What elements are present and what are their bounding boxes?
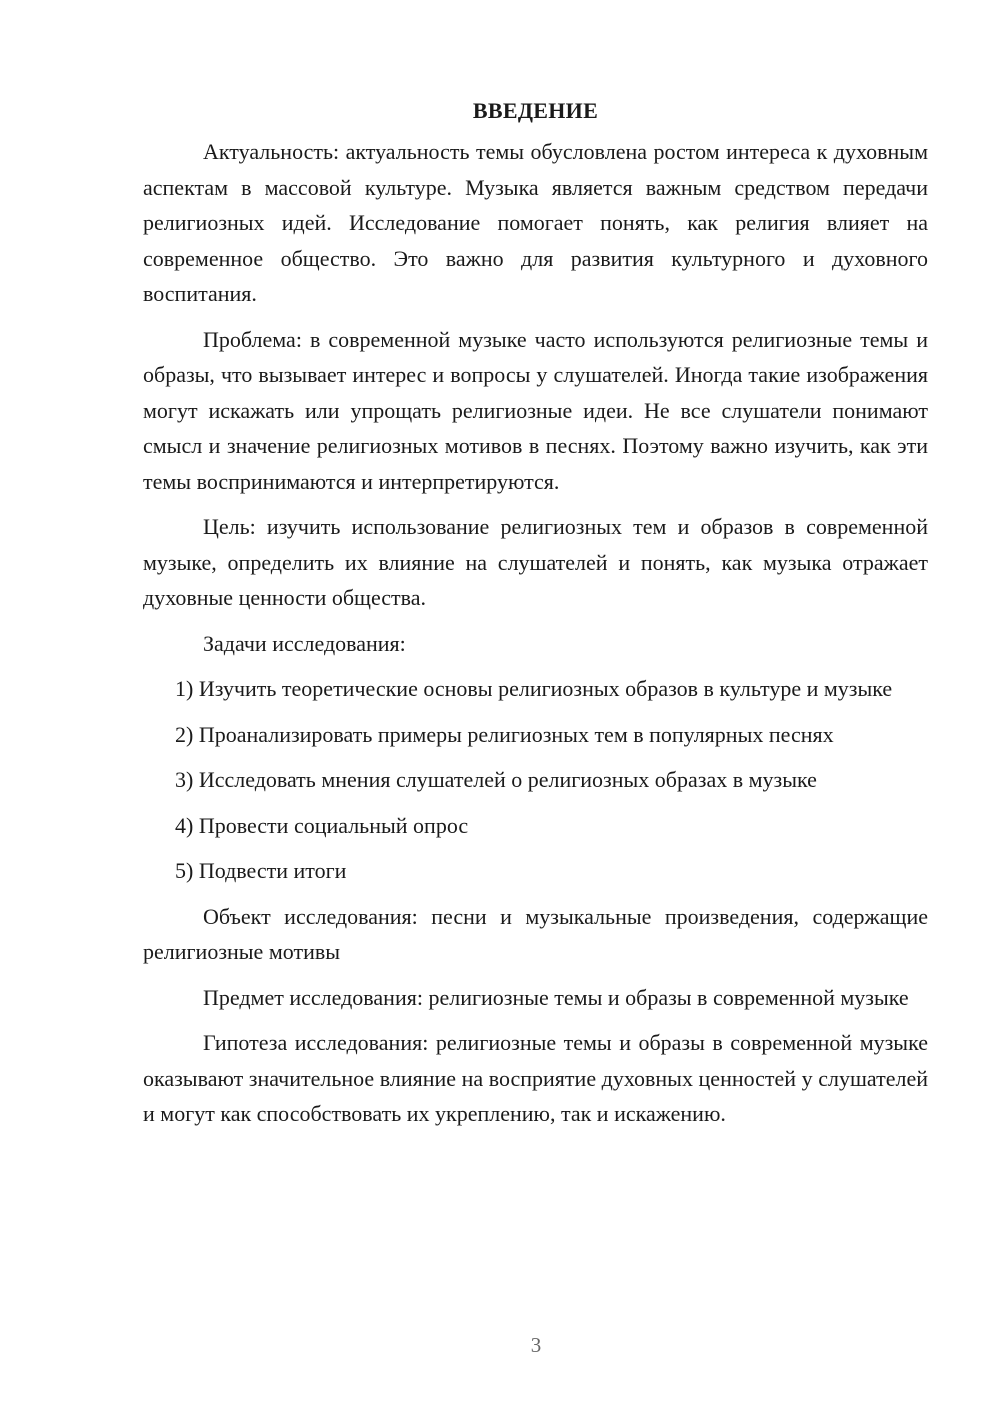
paragraph-goal: Цель: изучить использование религиозных тем и образов в современной музыке, определить их влияние на слушателей и понять, как музыка отражает духовные ценности общества.: [143, 514, 928, 610]
list-item: 3) Исследовать мнения слушателей о религиозных образах в музыке: [175, 767, 817, 792]
page-number: 3: [530, 1333, 542, 1357]
tasks-heading: Задачи исследования:: [203, 630, 406, 656]
document-page: [143, 96, 928, 1142]
paragraph-problem: Проблема: в современной музыке часто используются религиозные темы и образы, что вызывает интерес и вопросы у слушателей. Иногда такие изображения могут искажать или упрощать религиозные идеи. Не все слушатели понимают смысл и значение религиозных мотивов в песнях. Поэтому важно изучить, как эти темы воспринимаются и интерпретируются.: [143, 326, 928, 494]
paragraph-hypothesis: Гипотеза исследования: религиозные темы и образы в современной музыке оказывают значительное влияние на восприятие духовных ценностей у слушателей и могут как способствовать их укреплению, так и искажению.: [143, 1030, 928, 1126]
paragraph-subject: Предмет исследования: религиозные темы и образы в современной музыке: [203, 984, 909, 1010]
paragraph-object: Объект исследования: песни и музыкальные произведения, содержащие религиозные мотивы: [143, 903, 928, 964]
list-item: 1) Изучить теоретические основы религиозных образов в культуре и музыке: [175, 676, 893, 701]
section-title: ВВЕДЕНИЕ: [472, 98, 599, 123]
tasks-list: [143, 671, 928, 889]
list-item: 5) Подвести итоги: [175, 858, 347, 883]
paragraph-relevance: Актуальность: актуальность темы обусловлена ростом интереса к духовным аспектам в массовой культуре. Музыка является важным средством передачи религиозных идей. Исследование помогает понять, как религия влияет на современное общество. Это важно для развития культурного и духовного воспитания.: [143, 139, 928, 306]
list-item: 4) Провести социальный опрос: [175, 812, 469, 838]
list-item: 2) Проанализировать примеры религиозных тем в популярных песнях: [175, 721, 834, 747]
